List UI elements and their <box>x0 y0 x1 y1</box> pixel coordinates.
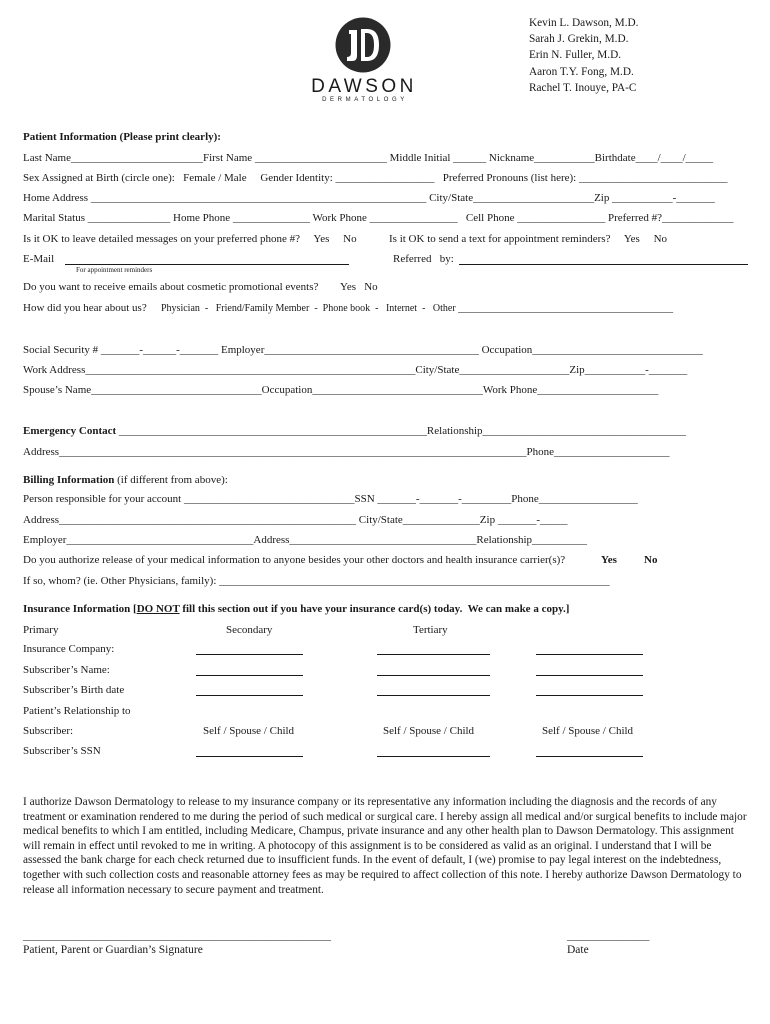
subscriber-birthdate-label: Subscriber’s Birth date <box>23 684 125 696</box>
insurance-company-field[interactable] <box>196 654 303 655</box>
insurance-company-label: Insurance Company: <box>23 643 115 655</box>
work-address-row[interactable]: Work Address____________________________________________________________City/State____________________Zip___________-_______ <box>23 364 688 376</box>
date-label: Date <box>567 944 589 956</box>
text-reminder-question[interactable]: Is it OK to send a text for appointment reminders? Yes No <box>389 233 668 245</box>
signature-line[interactable]: ________________________________________________________ <box>23 930 331 942</box>
subscriber-birthdate-field[interactable] <box>196 695 303 696</box>
subscriber-name-label: Subscriber’s Name: <box>23 664 110 676</box>
subscriber-label: Subscriber: <box>23 725 74 737</box>
responsible-person-row[interactable]: Person responsible for your account _______________________________SSN _______-_______-_________Phone__________________ <box>23 493 638 505</box>
subscriber-ssn-label: Subscriber’s SSN <box>23 745 101 757</box>
authorization-paragraph: I authorize Dawson Dermatology to release to my insurance company or its representative any information including the diagnosis and the records of any treatment or examination rendered to me during the period of such medical or surgical care. I hereby assign all medical and/or surgical benefits to include major medical benefits to which I am entitled, including Medicare, Champus, private insurance and any other health plan to Dawson Dermatology. This assignment will remain in effect until revoked to me in writing. A photocopy of this assignment is to be considered as valid as an original. I understand that I will be assessed the bank charge for each check returned due to insufficient funds. In the event of default, I (we) promise to pay legal interest on the indebtedness, together with such collection costs and reasonable attorney fees as may be required to affect collection of this note. I hereby authorize Dawson Dermatology to release all information necessary to secure payment and treatment. <box>23 796 747 896</box>
email-field[interactable] <box>65 264 349 265</box>
subscriber-ssn-field[interactable] <box>536 756 643 757</box>
insurance-label: Insurance Information <box>23 603 131 615</box>
name-birthdate-row[interactable]: Last Name________________________First Name ________________________ Middle Initial ______ Nickname___________Birthdate____/____/_____ <box>23 152 714 164</box>
doctor-name: Rachel T. Inouye, PA-C <box>529 81 637 94</box>
do-not-text: DO NOT <box>136 603 180 615</box>
subscriber-birthdate-field[interactable] <box>377 695 490 696</box>
date-line[interactable]: _______________ <box>567 930 650 942</box>
relationship-options[interactable]: Self / Spouse / Child <box>542 725 634 737</box>
home-address-row[interactable]: Home Address _____________________________________________________________ City/State______________________Zip ___________-_______ <box>23 192 715 204</box>
release-whom-row[interactable]: If so, whom? (ie. Other Physicians, family): _______________________________________________________________________ <box>23 575 610 587</box>
emergency-contact-field[interactable]: ________________________________________________________Relationship_____________________________________ <box>116 425 687 437</box>
billing-label: Billing Information <box>23 474 115 486</box>
sex-gender-row[interactable]: Sex Assigned at Birth (circle one): Female / Male Gender Identity: __________________ Preferred Pronouns (list here): ___________________________ <box>23 172 728 184</box>
email-label: E-Mail <box>23 253 55 265</box>
primary-header: Primary <box>23 624 59 636</box>
referred-field[interactable] <box>459 264 748 265</box>
billing-employer-row[interactable]: Employer__________________________________Address__________________________________Relationship__________ <box>23 534 588 546</box>
insurance-instructions: fill this section out if you have your insurance card(s) today. We can make a copy.] <box>179 603 570 615</box>
insurance-title <box>23 603 569 616</box>
cosmetic-emails-question[interactable]: Do you want to receive emails about cosmetic promotional events? Yes No <box>23 281 378 293</box>
doctor-name: Sarah J. Grekin, M.D. <box>529 33 629 46</box>
emergency-contact-label: Emergency Contact <box>23 425 117 437</box>
doctor-name: Kevin L. Dawson, M.D. <box>529 17 639 29</box>
release-authorization-question: Do you authorize release of your medical information to anyone besides your other doctors and health insurance carrier(s)? <box>23 554 566 566</box>
tertiary-header: Tertiary <box>413 624 448 636</box>
subscriber-name-field[interactable] <box>196 675 303 676</box>
insurance-company-field[interactable] <box>536 654 643 655</box>
billing-note: (if different from above): <box>114 474 228 486</box>
insurance-bracket: [ <box>130 603 137 615</box>
billing-title <box>23 474 228 487</box>
subscriber-birthdate-field[interactable] <box>536 695 643 696</box>
ssn-employer-row[interactable]: Social Security # _______-______-_______ Employer_______________________________________ Occupation_______________________________ <box>23 344 703 356</box>
secondary-header: Secondary <box>226 624 273 636</box>
subscriber-ssn-field[interactable] <box>196 756 303 757</box>
spouse-row[interactable]: Spouse’s Name_______________________________Occupation_______________________________Work Phone______________________ <box>23 384 659 396</box>
billing-address-row[interactable]: Address______________________________________________________ City/State______________Zip _______-_____ <box>23 514 568 526</box>
doctor-list <box>529 15 639 96</box>
patient-info-title: Patient Information (Please print clearly): <box>23 131 221 143</box>
subscriber-ssn-field[interactable] <box>377 756 490 757</box>
referred-label: Referred by: <box>393 253 454 265</box>
hear-about-label: How did you hear about us? <box>23 302 147 314</box>
logo-subtitle: DERMATOLOGY <box>322 97 408 103</box>
relationship-options[interactable]: Self / Spouse / Child <box>203 725 295 737</box>
dawson-logo-mark <box>334 16 392 74</box>
email-note: For appointment reminders <box>76 266 153 274</box>
doctor-name: Erin N. Fuller, M.D. <box>529 49 622 62</box>
release-yes-option[interactable]: Yes <box>601 554 617 566</box>
hear-about-options[interactable]: Physician - Friend/Family Member - Phone book - Internet - Other ___________________________________________ <box>161 303 674 314</box>
insurance-company-field[interactable] <box>377 654 490 655</box>
detailed-messages-question[interactable]: Is it OK to leave detailed messages on your preferred phone #? Yes No <box>23 233 357 245</box>
patient-relationship-label: Patient’s Relationship to <box>23 705 131 717</box>
doctor-name: Aaron T.Y. Fong, M.D. <box>529 65 634 78</box>
subscriber-name-field[interactable] <box>536 675 643 676</box>
emergency-address-row[interactable]: Address_____________________________________________________________________________________Phone_____________________ <box>23 446 670 458</box>
relationship-options[interactable]: Self / Spouse / Child <box>383 725 475 737</box>
emergency-contact-row[interactable] <box>23 425 686 438</box>
subscriber-name-field[interactable] <box>377 675 490 676</box>
logo-wordmark: DAWSON <box>311 76 417 97</box>
signature-label: Patient, Parent or Guardian’s Signature <box>23 944 203 956</box>
phones-row[interactable]: Marital Status _______________ Home Phone ______________ Work Phone ________________ Cell Phone ________________ Preferred #?_____________ <box>23 212 734 224</box>
release-no-option[interactable]: No <box>644 554 658 566</box>
